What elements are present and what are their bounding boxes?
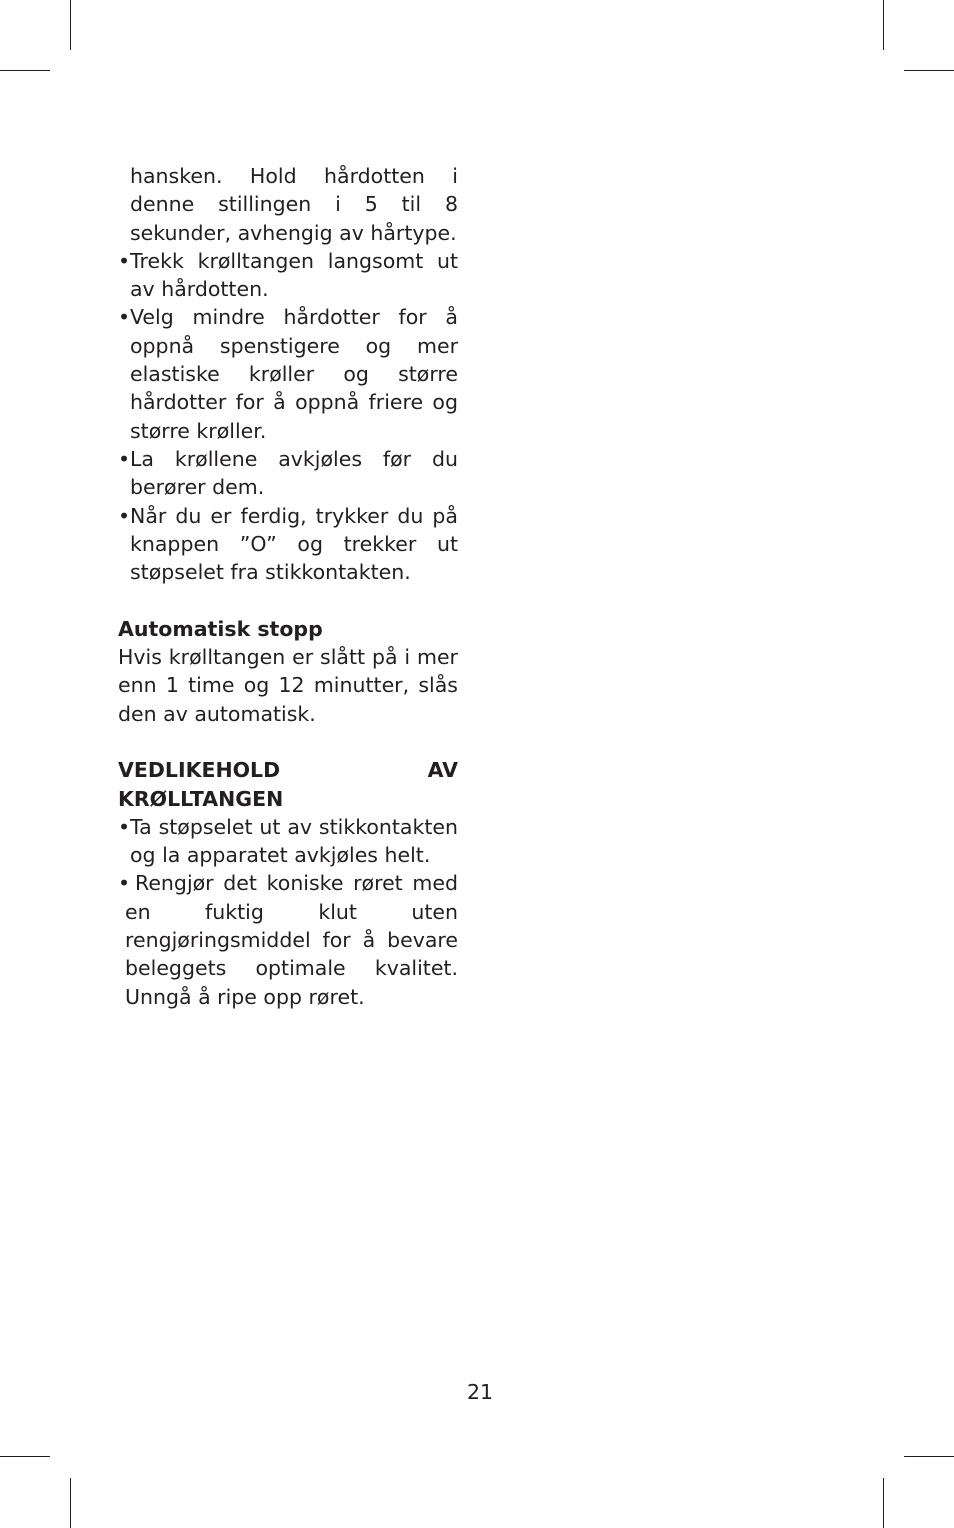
text-column (118, 162, 458, 1011)
crop-mark-bottom-left-vertical (70, 1478, 71, 1528)
page-number: 21 (466, 1380, 494, 1404)
bullet-symbol: • (118, 446, 131, 471)
bullet-symbol: • (118, 503, 131, 528)
bullet-symbol: • (118, 248, 131, 273)
bullet-symbol: • (118, 305, 131, 330)
list-item (118, 247, 458, 304)
list-item-text: Når du er ferdig, trykker du på knappen ”O” og trekker ut støpselet fra stikkontakten. (130, 503, 458, 585)
section-heading-maintenance-text: VEDLIKEHOLD AV KRØLLTANGEN (118, 758, 458, 811)
list-item-text: La krøllene avkjøles før du berører dem. (130, 446, 458, 500)
list-item-text: Ta støpselet ut av stikkontakten og la apparatet avkjøles helt. (130, 814, 458, 868)
list-item-text: Trekk krølltangen langsomt ut av hårdotten. (130, 248, 458, 302)
crop-mark-bottom-left-horizontal (0, 1456, 50, 1457)
section-heading-maintenance (118, 756, 458, 813)
crop-mark-top-right-horizontal (904, 70, 954, 71)
spacer (118, 728, 458, 756)
section-heading-auto-stop: Automatisk stopp (118, 616, 323, 641)
crop-mark-bottom-right-horizontal (904, 1456, 954, 1457)
list-item (118, 502, 458, 587)
continuation-paragraph: hansken. Hold hårdotten i denne stillingen i 5 til 8 sekunder, avhengig av hårtype. (130, 164, 458, 245)
bullet-symbol: • (118, 814, 131, 839)
spacer (118, 586, 458, 614)
list-item-text: Velg mindre hårdotter for å oppnå spenstigere og mer elastiske krøller og større hårdotter for å oppnå friere og større krøller. (130, 305, 458, 443)
list-item (118, 869, 458, 1010)
list-item (118, 445, 458, 502)
crop-mark-bottom-right-vertical (883, 1478, 884, 1528)
list-item-text: Rengjør det koniske røret med en fuktig klut uten rengjøringsmiddel for å bevare beleggets optimale kvalitet. Unngå å ripe opp røret. (125, 871, 458, 1009)
bullet-symbol: • (118, 871, 131, 896)
list-item (118, 303, 458, 444)
list-item (118, 813, 458, 870)
crop-mark-top-left-horizontal (0, 70, 50, 71)
crop-mark-top-left-vertical (70, 0, 71, 50)
auto-stop-paragraph: Hvis krølltangen er slått på i mer enn 1 time og 12 minutter, slås den av automatisk. (118, 645, 458, 726)
crop-mark-top-right-vertical (883, 0, 884, 50)
